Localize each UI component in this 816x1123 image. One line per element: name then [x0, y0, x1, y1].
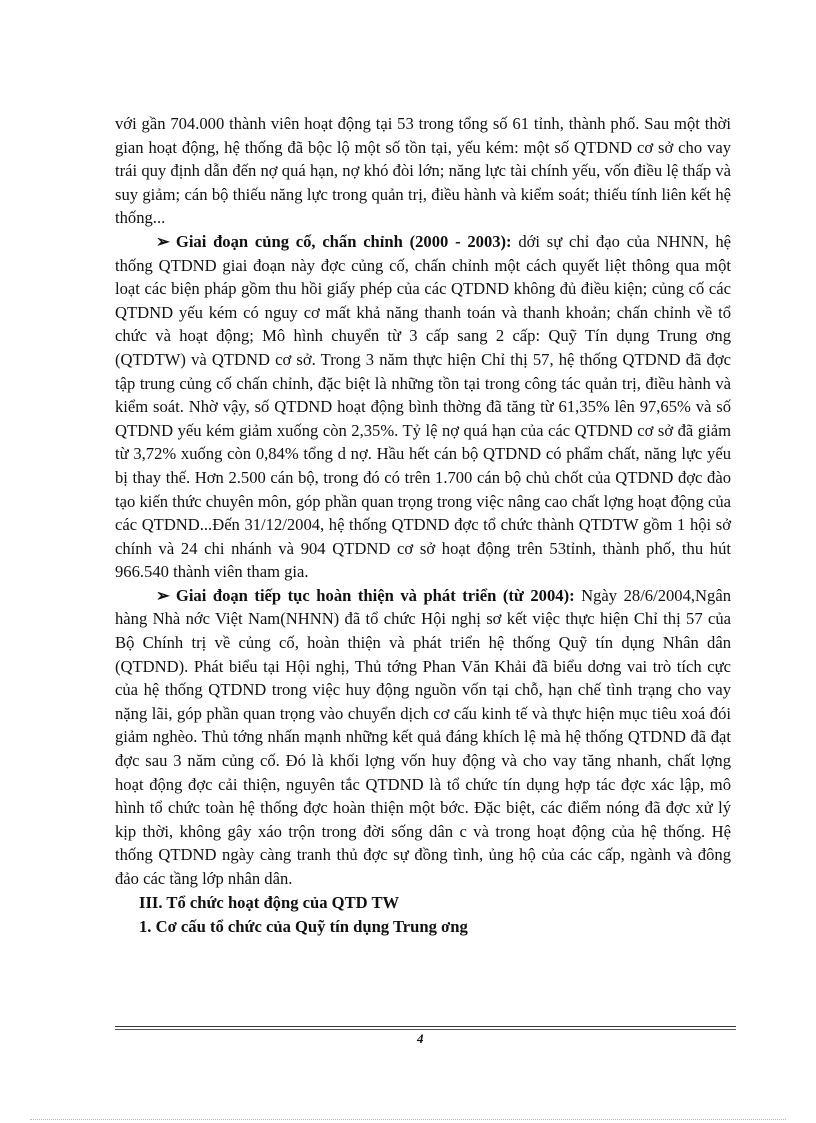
section-heading: III. Tổ chức hoạt động của QTD TW — [139, 892, 400, 912]
document-body — [115, 112, 731, 940]
paragraph-intro: với gần 704.000 thành viên hoạt động tại 53 trong tổng số 61 tỉnh, thành phố. Sau một thời gian hoạt động, hệ thống đã bộc lộ một số tồn tại, yếu kém: một số QTDND cơ sở cho vay trái quy định dẫn đến nợ quá hạn, nợ khó đòi lớn; năng lực tài chính yếu, vốn điều lệ thấp và suy giảm; cán bộ thiếu năng lực trong quản trị, điều hành và kiểm soát; thiếu tính liên kết hệ thống... — [115, 114, 731, 228]
page-number: 4 — [417, 1031, 424, 1046]
development-heading: Giai đoạn tiếp tục hoàn thiện và phát triển (từ 2004): — [175, 585, 575, 605]
footer-rule — [115, 1026, 736, 1027]
paragraph-development — [115, 584, 731, 891]
page-boundary — [30, 1119, 786, 1120]
consolidation-text: dới sự chỉ đạo của NHNN, hệ thống QTDND giai đoạn này đợc củng cố, chấn chỉnh một cách quyết liệt thông qua một loạt các biện pháp gồm thu hồi giấy phép của các QTDND không đủ điều kiện; củng cố các QTDND yếu kém có nguy cơ mất khả năng thanh toán và thanh khoản; chấn chỉnh về tổ chức và hoạt động; Mô hình chuyển từ 3 cấp sang 2 cấp: Quỹ Tín dụng Trung ơng (QTDTW) và QTDND cơ sở. Trong 3 năm thực hiện Chỉ thị 57, hệ thống QTDND đã đợc tập trung củng cố chấn chỉnh, đặc biệt là những tồn tại trong công tác quản trị, điều hành và kiểm soát. Nhờ vậy, số QTDND hoạt động bình thờng đã tăng từ 61,35% lên 97,65% và số QTDND yếu kém giảm xuống còn 2,35%. Tỷ lệ nợ quá hạn của các QTDND cơ sở đã giảm từ 3,72% xuống còn 0,84% tổng d nợ. Hầu hết cán bộ QTDND có phẩm chất, năng lực yếu bị thay thế. Hơn 2.500 cán bộ, trong đó có trên 1.700 cán bộ chủ chốt của QTDND đợc đào tạo kiến thức chuyên môn, góp phần quan trọng trong việc nâng cao chất lợng hoạt động của các QTDND...Đến 31/12/2004, hệ thống QTDND đợc tổ chức thành QTDTW gồm 1 hội sở chính và 24 chi nhánh và 904 QTDND cơ sở hoạt động trên 53tỉnh, thành phố, thu hút 966.540 thành viên tham gia. — [115, 231, 731, 582]
consolidation-heading: Giai đoạn củng cố, chấn chỉnh (2000 - 2003): — [175, 231, 512, 251]
arrow-bullet-icon: ➢ — [156, 585, 170, 605]
arrow-bullet-icon: ➢ — [156, 231, 170, 251]
development-text: Ngày 28/6/2004,Ngân hàng Nhà nớc Việt Nam(NHNN) đã tổ chức Hội nghị sơ kết việc thực hiện Chỉ thị 57 của Bộ Chính trị về củng cố, hoàn thiện và phát triển hệ thống Quỹ tín dụng Nhân dân (QTDND). Phát biểu tại Hội nghị, Thủ tớng Phan Văn Khải đã biểu dơng vai trò tích cực của hệ thống QTDND trong việc huy động nguồn vốn tại chỗ, hạn chế tình trạng cho vay nặng lãi, góp phần quan trọng vào chuyển dịch cơ cấu kinh tế và thực hiện mục tiêu xoá đói giảm nghèo. Thủ tớng nhấn mạnh những kết quả đáng khích lệ mà hệ thống QTDND đã đạt đợc sau 3 năm củng cố. Đó là khối lợng vốn huy động và cho vay tăng nhanh, chất lợng hoạt động đợc cải thiện, nguyên tắc QTDND là tổ chức tín dụng hợp tác đợc xác lập, mô hình tổ chức toàn hệ thống đợc hoàn thiện một bớc. Đặc biệt, các điểm nóng đã đợc xử lý kịp thời, không gây xáo trộn trong đời sống dân c và trong hoạt động của hệ thống. Hệ thống QTDND ngày càng tranh thủ đợc sự đồng tình, ủng hộ của các cấp, ngành và đông đảo các tầng lớp nhân dân. — [115, 585, 731, 888]
paragraph-consolidation — [115, 230, 731, 584]
footer-rule-double — [115, 1029, 736, 1030]
subsection-heading: 1. Cơ cấu tổ chức của Quỹ tín dụng Trung ơng — [139, 917, 468, 937]
